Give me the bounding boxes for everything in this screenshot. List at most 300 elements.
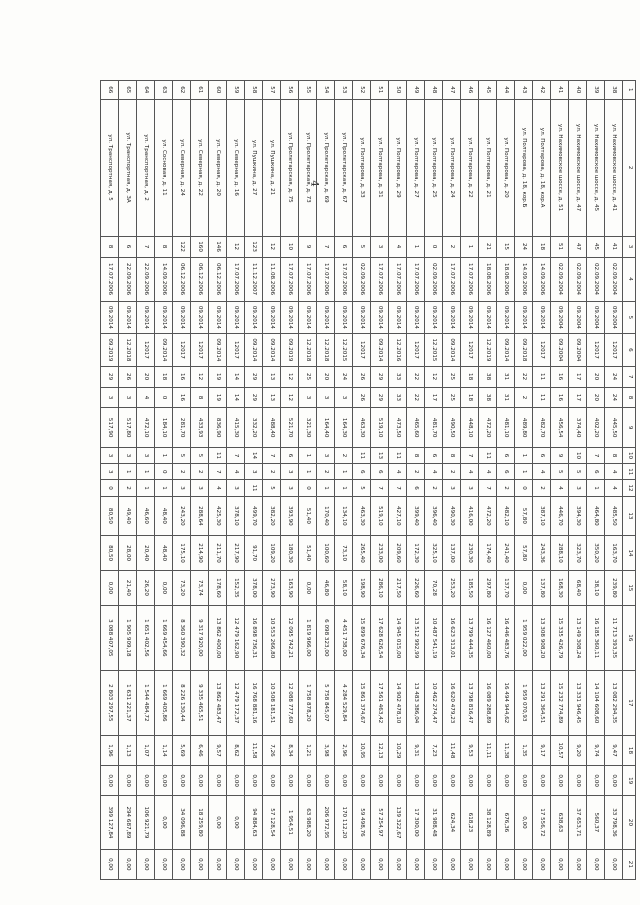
table-cell: 12017 <box>461 334 479 367</box>
address-cell: ул. Полтарова, д. 31 <box>371 99 389 236</box>
table-cell: 24 <box>335 366 353 387</box>
table-cell: 137,80 <box>533 570 551 605</box>
table-cell: 482,10 <box>497 496 515 535</box>
table-cell: 50 <box>389 81 407 100</box>
table-cell: 382,20 <box>263 496 281 535</box>
table-cell: 14 902 478,10 <box>389 670 407 735</box>
address-cell: ул. Северная, д. 22 <box>191 99 209 236</box>
table-cell: 0,00 <box>209 766 227 796</box>
table-cell: 0,00 <box>443 766 461 796</box>
table-cell: 10 <box>281 236 299 257</box>
table-cell: 56 <box>281 81 299 100</box>
address-cell: ул. Полтарова, д. 20 <box>497 99 515 236</box>
table-cell: 3 <box>317 447 335 463</box>
column-number-cell: 14 <box>623 536 636 571</box>
table-cell: 1 669 454,66 <box>155 605 173 670</box>
table-cell: 31 <box>497 366 515 387</box>
table-cell: 12 <box>191 366 209 387</box>
table-cell: 0,00 <box>191 766 209 796</box>
table-cell: 46 <box>461 81 479 100</box>
table-cell: 0,00 <box>587 766 605 796</box>
table-cell: 62 <box>173 81 191 100</box>
column-number-cell: 5 <box>623 301 636 334</box>
table-cell: 0,00 <box>461 849 479 879</box>
table-cell: 16 <box>551 387 569 408</box>
table-cell: 2 803 297,55 <box>101 670 119 735</box>
table-cell: 12 <box>263 236 281 257</box>
table-cell: 8 <box>407 447 425 463</box>
table-cell: 2,96 <box>335 735 353 765</box>
table-cell: 15 <box>497 236 515 257</box>
address-cell: ул. Транспортная, д. 2 <box>137 99 155 236</box>
table-cell: 21,40 <box>119 570 137 605</box>
table-cell: 378,10 <box>227 496 245 535</box>
table-cell: 17 556,72 <box>533 796 551 849</box>
table-row <box>515 81 533 880</box>
table-cell: 3 <box>245 464 263 480</box>
table-cell: 65 <box>119 81 137 100</box>
table-row <box>119 81 137 880</box>
table-cell: 40 <box>569 81 587 100</box>
table-cell: 10 487 541,19 <box>425 605 443 670</box>
table-cell: 445,50 <box>605 408 623 447</box>
table-cell: 0,00 <box>371 849 389 879</box>
table-cell: 12 <box>281 366 299 387</box>
table-cell: 0,00 <box>389 766 407 796</box>
table-cell: 09.2014 <box>263 334 281 367</box>
table-cell: 3 <box>119 447 137 463</box>
table-cell: 6 <box>497 464 515 480</box>
table-cell: 16 127 460,00 <box>479 605 497 670</box>
table-cell: 12.2015 <box>335 334 353 367</box>
column-number-cell: 13 <box>623 496 636 535</box>
table-cell: 09.2018 <box>515 334 533 367</box>
table-cell: 9,31 <box>407 735 425 765</box>
table-cell: 09.2014 <box>461 301 479 334</box>
table-cell: 1,21 <box>299 735 317 765</box>
table-cell: 0,00 <box>281 766 299 796</box>
address-cell: ул. Полтарова, д. 33 <box>353 99 371 236</box>
table-cell: 472,10 <box>137 408 155 447</box>
table-cell: 12017 <box>587 334 605 367</box>
table-cell: 64 <box>137 81 155 100</box>
table-cell: 60 <box>209 81 227 100</box>
table-cell: 0,00 <box>533 849 551 879</box>
table-cell: 3 <box>371 236 389 257</box>
table-cell: 9 335 465,51 <box>191 670 209 735</box>
table-cell: 3 <box>569 480 587 496</box>
table-cell: 499,70 <box>245 496 263 535</box>
table-cell: 06.12.2006 <box>191 257 209 301</box>
table-cell: 9,74 <box>587 735 605 765</box>
table-cell: 9,17 <box>533 735 551 765</box>
table-cell: 16 620 479,23 <box>443 670 461 735</box>
table-row <box>461 81 479 880</box>
table-cell: 51 <box>371 81 389 100</box>
address-cell: ул. Северная, д. 16 <box>227 99 245 236</box>
table-cell: 0,00 <box>515 766 533 796</box>
table-row <box>371 81 389 880</box>
table-cell: 80,50 <box>101 496 119 535</box>
table-cell: 09.2014 <box>515 301 533 334</box>
table-cell: 12 479 172,37 <box>227 670 245 735</box>
table-cell: 22 <box>407 387 425 408</box>
table-cell: 164,40 <box>317 408 335 447</box>
table-cell: 22.09.2006 <box>119 257 137 301</box>
table-cell: 13 798 816,47 <box>461 670 479 735</box>
table-cell: 217,90 <box>227 536 245 571</box>
table-cell: 09.2014 <box>227 301 245 334</box>
table-cell: 3 <box>443 480 461 496</box>
table-cell: 11,58 <box>245 735 263 765</box>
address-cell: ул. Полтарова, д. 25 <box>425 99 443 236</box>
table-cell: 4 <box>389 464 407 480</box>
table-cell: 481,10 <box>497 408 515 447</box>
address-cell: ул. Полтарова, д. 18, кор.Б <box>515 99 533 236</box>
table-row <box>389 81 407 880</box>
table-cell: 68,40 <box>569 570 587 605</box>
table-cell: 3 <box>461 480 479 496</box>
table-cell: 425,30 <box>209 496 227 535</box>
table-cell: 209,60 <box>389 536 407 571</box>
column-number-cell: 16 <box>623 605 636 670</box>
table-cell: 02.09.2006 <box>425 257 443 301</box>
address-cell: ул. Пушкина, д. 21 <box>263 99 281 236</box>
column-number-cell: 10 <box>623 447 636 463</box>
table-cell: 3 <box>281 464 299 480</box>
table-cell: 29 <box>371 366 389 387</box>
table-cell: 12.2018 <box>317 334 335 367</box>
rotated-table-container <box>76 80 636 880</box>
table-row <box>281 81 299 880</box>
table-row <box>101 81 119 880</box>
table-cell: 638,63 <box>551 796 569 849</box>
column-number-cell: 9 <box>623 408 636 447</box>
table-cell: 239,80 <box>605 570 623 605</box>
table-row <box>245 81 263 880</box>
table-cell: 16 089 288,89 <box>479 670 497 735</box>
table-cell: 09.2014 <box>443 301 461 334</box>
table-cell: 12017 <box>191 334 209 367</box>
table-cell: 0,00 <box>443 849 461 879</box>
address-cell: ул. Пролетарская, д. 75 <box>281 99 299 236</box>
table-cell: 33 798,36 <box>605 796 623 849</box>
table-cell: 17.07.2006 <box>281 257 299 301</box>
table-cell: 14.09.2006 <box>533 257 551 301</box>
table-cell: 29 <box>101 366 119 387</box>
table-cell: 0,00 <box>371 766 389 796</box>
address-cell: ул. Нахимовское шоссе, д. 51 <box>551 99 569 236</box>
table-row <box>587 81 605 880</box>
table-cell: 11,38 <box>497 735 515 765</box>
table-cell: 0,00 <box>209 849 227 879</box>
table-cell: 0,00 <box>551 849 569 879</box>
table-cell: 09.2014 <box>335 301 353 334</box>
table-cell: 16 <box>173 366 191 387</box>
table-cell: 321,30 <box>299 408 317 447</box>
table-cell: 43 <box>515 81 533 100</box>
table-cell: 13 483 386,04 <box>407 670 425 735</box>
table-cell: 519,10 <box>371 496 389 535</box>
table-cell: 265,40 <box>353 536 371 571</box>
table-cell: 26 <box>353 387 371 408</box>
table-cell: 1 <box>317 480 335 496</box>
table-cell: 09.2004 <box>605 301 623 334</box>
table-cell: 230,30 <box>461 536 479 571</box>
table-cell: 2 <box>443 236 461 257</box>
table-cell: 70,28 <box>425 570 443 605</box>
table-cell: 297,80 <box>479 570 497 605</box>
table-cell: 14 <box>227 366 245 387</box>
table-cell: 7 <box>137 236 155 257</box>
table-cell: 3 <box>317 387 335 408</box>
table-cell: 288,64 <box>191 496 209 535</box>
table-cell: 19 <box>209 387 227 408</box>
table-cell: 168,30 <box>551 570 569 605</box>
table-row <box>533 81 551 880</box>
table-cell: 2 <box>173 464 191 480</box>
table-cell: 489,80 <box>515 408 533 447</box>
table-cell: 2 <box>119 480 137 496</box>
table-cell: 18 259,80 <box>191 796 209 849</box>
address-cell: ул. Транспортная, д. 3А <box>119 99 137 236</box>
table-cell: 1 758 878,20 <box>299 670 317 735</box>
table-cell: 16 768 881,16 <box>245 670 263 735</box>
table-cell: 6,46 <box>191 735 209 765</box>
table-cell: 11 <box>209 447 227 463</box>
table-cell: 06.12.2006 <box>173 257 191 301</box>
table-cell: 175,10 <box>173 536 191 571</box>
table-cell: 482,70 <box>533 408 551 447</box>
table-cell: 16 623 313,01 <box>443 605 461 670</box>
table-cell: 25 <box>443 366 461 387</box>
table-cell: 7 <box>317 236 335 257</box>
table-cell: 374,40 <box>569 408 587 447</box>
table-cell: 1 959 070,93 <box>515 670 533 735</box>
table-cell: 59 <box>227 81 245 100</box>
table-cell: 456,54 <box>551 408 569 447</box>
table-cell: 11 <box>245 480 263 496</box>
table-cell: 14 <box>245 447 263 463</box>
table-cell: 09.2014 <box>119 301 137 334</box>
table-cell: 0,00 <box>263 766 281 796</box>
table-cell: 09.2014 <box>371 301 389 334</box>
table-cell: 09.2014 <box>443 334 461 367</box>
column-number-cell: 19 <box>623 766 636 796</box>
table-cell: 9,47 <box>605 735 623 765</box>
table-cell: 11 <box>533 366 551 387</box>
table-cell: 1 <box>587 480 605 496</box>
table-cell: 16 494 944,62 <box>497 670 515 735</box>
table-cell: 9,57 <box>209 735 227 765</box>
table-row <box>263 81 281 880</box>
table-cell: 0 <box>101 480 119 496</box>
table-cell: 09.2014 <box>353 301 371 334</box>
table-cell: 18 <box>155 366 173 387</box>
column-number-cell: 6 <box>623 334 636 367</box>
table-cell: 6 <box>353 464 371 480</box>
table-cell: 5 <box>353 480 371 496</box>
table-cell: 41 <box>551 81 569 100</box>
table-cell: 09.2014 <box>101 301 119 334</box>
table-cell: 4 451 738,00 <box>335 605 353 670</box>
table-cell: 39 <box>587 81 605 100</box>
column-number-cell: 11 <box>623 464 636 480</box>
table-cell: 11 <box>533 387 551 408</box>
table-cell: 53 <box>335 81 353 100</box>
table-cell: 473,50 <box>389 408 407 447</box>
table-cell: 8 <box>191 387 209 408</box>
table-cell: 8 226 130,44 <box>173 670 191 735</box>
table-cell: 0,00 <box>227 849 245 879</box>
table-cell: 57 254,97 <box>371 796 389 849</box>
table-cell: 433,93 <box>191 408 209 447</box>
table-cell: 47 <box>443 81 461 100</box>
table-cell: 0,00 <box>515 570 533 605</box>
table-cell: 0,00 <box>155 849 173 879</box>
table-cell: 15 899 676,34 <box>353 605 371 670</box>
table-cell: 12 <box>227 236 245 257</box>
address-cell: ул. Северная, д. 20 <box>209 99 227 236</box>
table-cell: 8 <box>443 447 461 463</box>
table-cell: 17.07.2006 <box>317 257 335 301</box>
table-cell: 51 <box>551 236 569 257</box>
table-cell: 4 <box>461 464 479 480</box>
table-cell: 7,26 <box>263 735 281 765</box>
table-cell: 09.2004 <box>551 334 569 367</box>
table-cell: 09.2019 <box>101 334 119 367</box>
table-cell: 4 <box>389 236 407 257</box>
column-number-row <box>623 81 636 880</box>
register-table <box>100 80 636 880</box>
table-cell: 0,00 <box>605 766 623 796</box>
table-cell: 0,00 <box>569 766 587 796</box>
table-cell: 14 <box>227 387 245 408</box>
table-cell: 02.09.2004 <box>587 257 605 301</box>
table-cell: 1,07 <box>137 735 155 765</box>
address-cell: ул. Нахимовское шоссе, д. 47 <box>569 99 587 236</box>
table-cell: 146 <box>209 236 227 257</box>
table-cell: 31 988,48 <box>425 796 443 849</box>
table-row <box>335 81 353 880</box>
address-cell: ул. Пролетарская, д. 69 <box>317 99 335 236</box>
address-cell: ул. Полтарова, д. 22 <box>461 99 479 236</box>
column-number-cell: 2 <box>623 99 636 236</box>
table-cell: 1 <box>299 464 317 480</box>
table-cell: 8 <box>101 236 119 257</box>
table-cell: 63 <box>155 81 173 100</box>
table-cell: 519,10 <box>371 408 389 447</box>
table-cell: 17.07.2006 <box>335 257 353 301</box>
table-cell: 37 653,71 <box>569 796 587 849</box>
table-cell: 1 <box>515 464 533 480</box>
table-cell: 4 <box>137 387 155 408</box>
table-cell: 7,23 <box>425 735 443 765</box>
table-cell: 0,00 <box>389 849 407 879</box>
table-row <box>551 81 569 880</box>
table-cell: 34 096,88 <box>173 796 191 849</box>
table-cell: 63 988,20 <box>299 796 317 849</box>
table-cell: 6 098 323,00 <box>317 605 335 670</box>
table-cell: 51,40 <box>299 496 317 535</box>
table-cell: 4 <box>227 464 245 480</box>
table-cell: 6 <box>425 447 443 463</box>
table-cell: 16 <box>551 366 569 387</box>
table-cell: 3 <box>119 387 137 408</box>
table-cell: 73,20 <box>173 570 191 605</box>
table-cell: 22 <box>407 366 425 387</box>
table-cell: 09.2014 <box>209 334 227 367</box>
table-cell: 12,13 <box>371 735 389 765</box>
table-cell: 10,57 <box>551 735 569 765</box>
table-cell: 17 <box>569 366 587 387</box>
table-cell: 38 <box>479 366 497 387</box>
table-cell: 20 <box>587 387 605 408</box>
table-cell: 243,36 <box>533 536 551 571</box>
table-cell: 0,00 <box>137 766 155 796</box>
table-cell: 396,40 <box>425 496 443 535</box>
table-cell: 9,53 <box>461 735 479 765</box>
table-cell: 184,10 <box>155 408 173 447</box>
table-cell: 0,00 <box>191 849 209 879</box>
table-cell: 8 <box>605 447 623 463</box>
table-cell: 1 <box>155 480 173 496</box>
column-number-cell: 4 <box>623 257 636 301</box>
table-cell: 5 <box>353 236 371 257</box>
table-cell: 4 <box>425 464 443 480</box>
table-cell: 12.2018 <box>119 334 137 367</box>
table-cell: 22.09.2006 <box>137 257 155 301</box>
table-cell: 332,20 <box>245 408 263 447</box>
table-cell: 16 <box>173 387 191 408</box>
table-cell: 517,90 <box>101 408 119 447</box>
address-cell: ул. Полтарова, д. 18, кор.А <box>533 99 551 236</box>
table-cell: 25 <box>299 366 317 387</box>
table-cell: 325,10 <box>425 536 443 571</box>
table-cell: 3 <box>191 480 209 496</box>
table-cell: 09.2014 <box>317 301 335 334</box>
table-cell: 164,30 <box>335 408 353 447</box>
table-cell: 0,00 <box>155 796 173 849</box>
table-cell: 393,90 <box>281 496 299 535</box>
table-cell: 178,60 <box>209 570 227 605</box>
table-cell: 0,00 <box>515 796 533 849</box>
table-cell: 5 <box>569 464 587 480</box>
table-cell: 294 687,89 <box>119 796 137 849</box>
table-cell: 17 561 463,42 <box>371 670 389 735</box>
table-cell: 485,50 <box>605 496 623 535</box>
table-cell: 09.2014 <box>173 301 191 334</box>
table-cell: 0,00 <box>173 766 191 796</box>
table-cell: 12 088 777,60 <box>281 670 299 735</box>
table-cell: 21 <box>479 236 497 257</box>
table-row <box>317 81 335 880</box>
table-cell: 1 959 022,00 <box>515 605 533 670</box>
table-cell: 6 <box>497 447 515 463</box>
table-cell: 0,00 <box>587 849 605 879</box>
column-number-cell: 7 <box>623 366 636 387</box>
table-cell: 59 498,76 <box>353 796 371 849</box>
table-cell: 836,90 <box>209 408 227 447</box>
column-number-cell: 12 <box>623 480 636 496</box>
table-cell: 09.2014 <box>245 301 263 334</box>
table-cell: 3,98 <box>317 735 335 765</box>
table-row <box>173 81 191 880</box>
table-cell: 24 <box>605 387 623 408</box>
table-cell: 170 112,20 <box>335 796 353 849</box>
table-cell: 09.2014 <box>497 301 515 334</box>
table-cell: 8,34 <box>281 735 299 765</box>
